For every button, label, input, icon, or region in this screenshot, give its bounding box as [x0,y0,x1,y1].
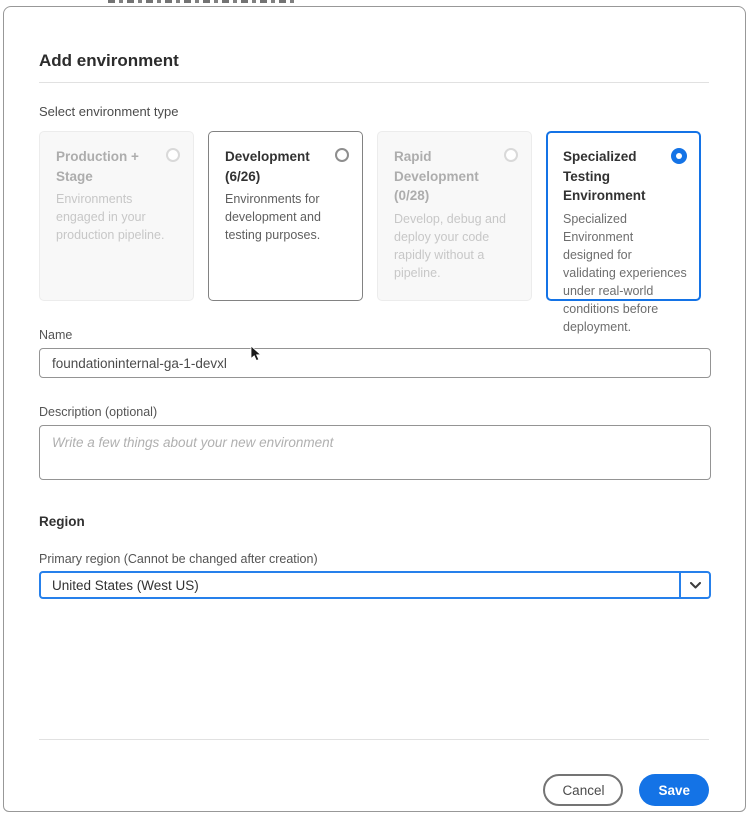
card-development[interactable] [208,131,363,301]
description-textarea[interactable] [39,425,711,480]
select-dropdown-button[interactable] [679,573,709,597]
title-divider [39,82,709,83]
card-header [563,147,687,206]
primary-region-select[interactable] [39,571,711,599]
footer-divider [39,739,709,740]
add-environment-dialog [3,6,746,812]
card-header [56,147,180,186]
card-header [225,147,349,186]
card-description: Specialized Environment designed for validating experiences under real-world conditions before deployment. [563,211,687,335]
selected-region-value: United States (West US) [52,577,199,593]
cancel-button[interactable]: Cancel [543,774,623,806]
description-label: Description (optional) [39,405,158,419]
radio-unselected-icon[interactable] [335,148,349,162]
card-title: Production + Stage [56,149,139,184]
name-input[interactable] [39,348,711,378]
save-button[interactable]: Save [639,774,709,806]
card-specialized-testing[interactable] [546,131,701,335]
card-rapid-development [377,131,532,301]
primary-region-label: Primary region (Cannot be changed after creation) [39,552,318,566]
clipped-background-text [108,0,294,3]
card-title: Specialized Testing Environment [563,149,646,204]
chevron-down-icon [690,582,701,589]
environment-type-label: Select environment type [39,104,179,119]
dialog-title: Add environment [39,51,179,70]
card-title: Rapid Development (0/28) [394,149,479,204]
radio-unselected-icon [166,148,180,162]
dialog-footer [39,774,709,806]
card-production-stage [39,131,194,301]
radio-selected-icon[interactable] [671,148,687,164]
name-label: Name [39,328,73,342]
region-heading: Region [39,514,85,529]
radio-unselected-icon [504,148,518,162]
card-title: Development (6/26) [225,149,310,184]
card-description: Develop, debug and deploy your code rapidly without a pipeline. [394,211,506,281]
card-description: Environments for development and testing purposes. [225,192,321,243]
card-description: Environments engaged in your production pipeline. [56,192,165,243]
card-header [394,147,518,206]
